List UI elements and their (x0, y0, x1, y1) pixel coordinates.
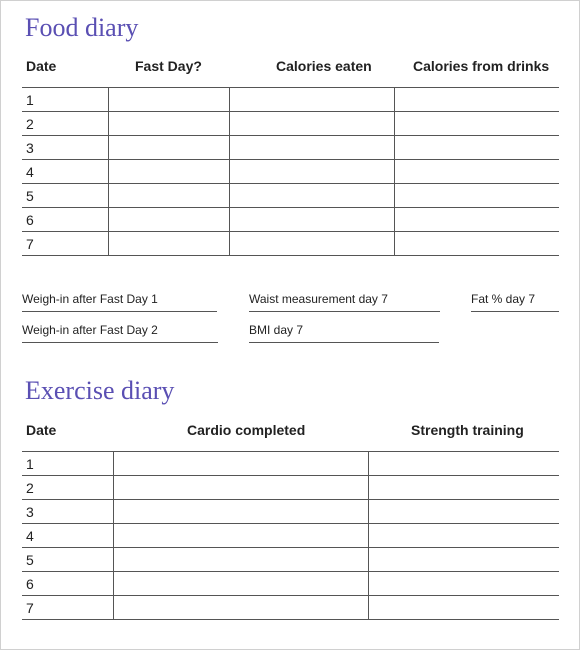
food-row (22, 160, 559, 184)
exercise-day-number: 2 (22, 476, 113, 500)
exercise-header-cardio: Cardio completed (187, 422, 306, 438)
exercise-row (22, 572, 559, 596)
food-entry-cell[interactable] (394, 184, 559, 208)
exercise-entry-cell[interactable] (368, 476, 559, 500)
exercise-row (22, 524, 559, 548)
exercise-entry-cell[interactable] (113, 452, 368, 476)
food-day-number: 4 (22, 160, 108, 184)
food-entry-cell[interactable] (108, 184, 229, 208)
exercise-day-number: 3 (22, 500, 113, 524)
food-row (22, 136, 559, 160)
food-entry-cell[interactable] (394, 160, 559, 184)
food-header-date: Date (26, 58, 57, 74)
exercise-diary-title: Exercise diary (25, 376, 175, 405)
weigh-in-day2-label: Weigh-in after Fast Day 2 (22, 323, 158, 337)
food-entry-cell[interactable] (229, 160, 394, 184)
food-entry-cell[interactable] (229, 232, 394, 256)
food-day-number: 7 (22, 232, 108, 256)
waist-measurement-field[interactable] (249, 292, 440, 312)
food-entry-cell[interactable] (229, 88, 394, 112)
weigh-in-day1-label: Weigh-in after Fast Day 1 (22, 292, 158, 306)
food-header-calories-drinks: Calories from drinks (413, 58, 550, 74)
food-day-number: 5 (22, 184, 108, 208)
exercise-day-number: 4 (22, 524, 113, 548)
exercise-entry-cell[interactable] (368, 500, 559, 524)
exercise-row (22, 596, 559, 620)
bmi-label: BMI day 7 (249, 323, 304, 337)
exercise-entry-cell[interactable] (113, 500, 368, 524)
food-entry-cell[interactable] (394, 232, 559, 256)
food-entry-cell[interactable] (229, 184, 394, 208)
food-row (22, 184, 559, 208)
exercise-entry-cell[interactable] (368, 596, 559, 620)
food-day-number: 2 (22, 112, 108, 136)
food-entry-cell[interactable] (229, 136, 394, 160)
exercise-entry-cell[interactable] (368, 548, 559, 572)
food-header-calories-eaten: Calories eaten (276, 58, 372, 74)
weigh-in-day2-field[interactable] (22, 323, 218, 343)
exercise-row (22, 548, 559, 572)
exercise-row (22, 476, 559, 500)
food-entry-cell[interactable] (108, 136, 229, 160)
food-row (22, 208, 559, 232)
exercise-entry-cell[interactable] (113, 548, 368, 572)
food-entry-cell[interactable] (108, 208, 229, 232)
exercise-header-date: Date (26, 422, 57, 438)
exercise-entry-cell[interactable] (368, 452, 559, 476)
exercise-row (22, 452, 559, 476)
food-row (22, 88, 559, 112)
food-row (22, 232, 559, 256)
weigh-in-day1-field[interactable] (22, 292, 217, 312)
food-diary-title: Food diary (25, 13, 139, 42)
food-day-number: 6 (22, 208, 108, 232)
food-header-fast-day: Fast Day? (135, 58, 202, 74)
fat-percent-field[interactable] (471, 292, 559, 312)
food-entry-cell[interactable] (108, 112, 229, 136)
exercise-entry-cell[interactable] (113, 596, 368, 620)
exercise-day-number: 6 (22, 572, 113, 596)
food-entry-cell[interactable] (394, 88, 559, 112)
food-entry-cell[interactable] (229, 208, 394, 232)
waist-measurement-label: Waist measurement day 7 (249, 292, 388, 306)
exercise-day-number: 7 (22, 596, 113, 620)
food-entry-cell[interactable] (229, 112, 394, 136)
food-entry-cell[interactable] (108, 232, 229, 256)
food-entry-cell[interactable] (108, 88, 229, 112)
food-entry-cell[interactable] (394, 136, 559, 160)
food-entry-cell[interactable] (108, 160, 229, 184)
exercise-entry-cell[interactable] (368, 524, 559, 548)
bmi-field[interactable] (249, 323, 439, 343)
exercise-day-number: 5 (22, 548, 113, 572)
exercise-entry-cell[interactable] (113, 476, 368, 500)
exercise-day-number: 1 (22, 452, 113, 476)
food-entry-cell[interactable] (394, 112, 559, 136)
food-day-number: 3 (22, 136, 108, 160)
food-diary-table (22, 87, 559, 256)
exercise-entry-cell[interactable] (368, 572, 559, 596)
exercise-row (22, 500, 559, 524)
exercise-entry-cell[interactable] (113, 572, 368, 596)
exercise-header-strength: Strength training (411, 422, 524, 438)
fat-percent-label: Fat % day 7 (471, 292, 536, 306)
exercise-entry-cell[interactable] (113, 524, 368, 548)
food-row (22, 112, 559, 136)
food-entry-cell[interactable] (394, 208, 559, 232)
food-day-number: 1 (22, 88, 108, 112)
exercise-diary-table (22, 451, 559, 620)
